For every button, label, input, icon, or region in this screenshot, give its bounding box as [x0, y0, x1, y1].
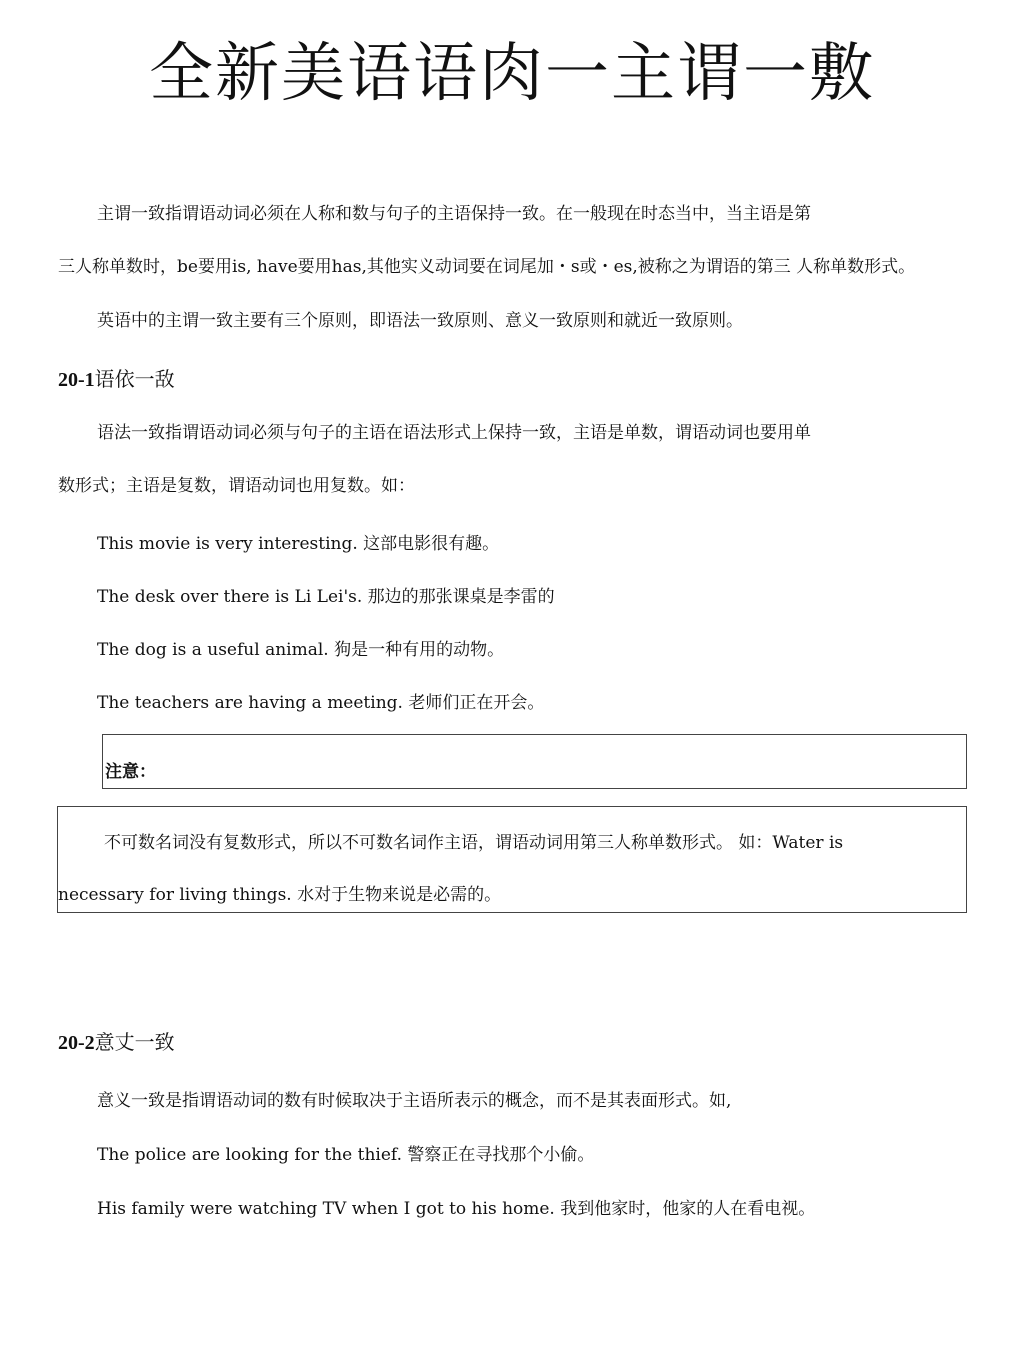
- section-2-heading: [58, 1029, 175, 1056]
- note-line-1: 不可数名词没有复数形式，所以不可数名词作主语，谓语动词用第三人称单数形式。 如：Water is: [104, 833, 844, 853]
- example-sentence: The police are looking for the thief. 警察正在寻找那个小偷。: [97, 1145, 595, 1165]
- intro-line-1: 主谓一致指谓语动词必须在人称和数与句子的主语保持一致。在一般现在时态当中，当主语是第: [97, 204, 811, 224]
- intro-line-2: 三人称单数时，be要用is, have要用has,其他实义动词要在词尾加・s或・es,被称之为谓语的第三 人称单数形式。: [58, 257, 916, 277]
- example-sentence: This movie is very interesting. 这部电影很有趣。: [97, 534, 500, 554]
- section-1-title: 语依一敌: [94, 367, 175, 391]
- example-sentence: The teachers are having a meeting. 老师们正在开会。: [97, 693, 545, 713]
- example-sentence: The desk over there is Li Lei's. 那边的那张课桌是李雷的: [97, 587, 555, 607]
- section-2-number: 20-2: [58, 1032, 95, 1054]
- note-content-box: [57, 806, 967, 913]
- intro-line-3: 英语中的主谓一致主要有三个原则，即语法一致原则、意义一致原则和就近一致原则。: [97, 311, 743, 331]
- note-label: 注意：: [105, 762, 156, 782]
- section-2-desc: 意义一致是指谓语动词的数有时候取决于主语所表示的概念，而不是其表面形式。如,: [97, 1091, 732, 1111]
- section-1-heading: [58, 366, 175, 393]
- section-1-desc-line-2: 数形式；主语是复数，谓语动词也用复数。如：: [58, 476, 415, 496]
- note-line-2: necessary for living things. 水对于生物来说是必需的。: [58, 885, 502, 905]
- note-label-box: [102, 734, 967, 789]
- section-1-desc-line-1: 语法一致指谓语动词必须与句子的主语在语法形式上保持一致，主语是单数，谓语动词也要用单: [97, 423, 811, 443]
- example-sentence: The dog is a useful animal. 狗是一种有用的动物。: [97, 640, 505, 660]
- example-sentence: His family were watching TV when I got to his home. 我到他家时，他家的人在看电视。: [97, 1199, 816, 1219]
- section-2-title: 意丈一致: [94, 1030, 175, 1054]
- page-title: 全新美语语肉一主谓一敷: [149, 37, 875, 111]
- section-1-number: 20-1: [58, 369, 95, 391]
